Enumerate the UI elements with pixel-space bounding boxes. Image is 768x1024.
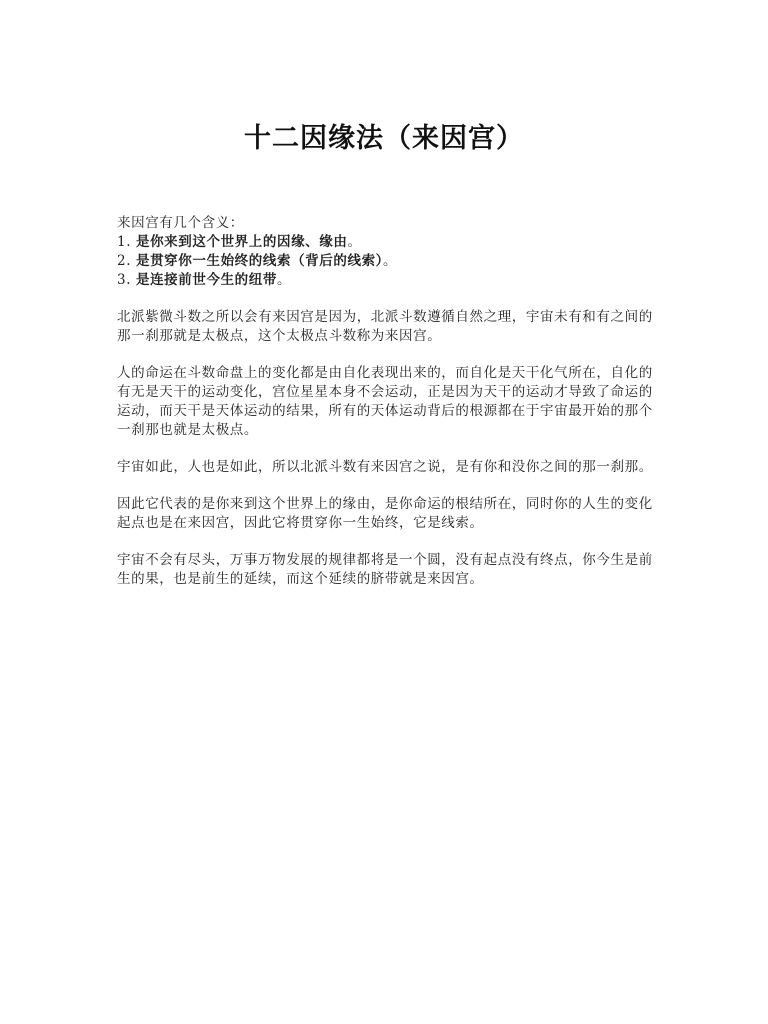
meaning-end: 。: [276, 272, 292, 288]
meaning-item: [117, 252, 657, 271]
paragraph-universe: 宇宙如此，人也是如此，所以北派斗数有来因宫之说，是有你和没你之间的那一刹那。: [117, 459, 653, 475]
meaning-number: 3.: [117, 272, 136, 288]
meaning-end: 。: [383, 253, 398, 269]
meaning-text: 是你来到这个世界上的因缘、缘由: [135, 234, 348, 250]
meaning-end: 。: [347, 234, 362, 250]
paragraph-origin: 因此它代表的是你来到这个世界上的缘由，是你命运的根结所在，同时你的人生的变化起点也是在来因宫，因此它将贯穿你一生始终，它是线索。: [117, 496, 653, 531]
meaning-number: 1.: [117, 234, 136, 250]
meaning-text: 是连接前世今生的纽带: [135, 272, 277, 288]
meaning-item: [117, 233, 657, 252]
paragraph-taiji: 北派紫微斗数之所以会有来因宫是因为，北派斗数遵循自然之理，宇宙未有和有之间的那一刹那就是太极点，这个太极点斗数称为来因宫。: [117, 309, 653, 344]
meaning-item: [117, 271, 657, 290]
meaning-text: 是贯穿你一生始终的线索（背后的线索）: [135, 253, 384, 269]
document-title: 十二因缘法（来因宫）: [244, 123, 524, 154]
paragraph-self-transformation: 人的命运在斗数命盘上的变化都是由自化表现出来的，而自化是天干化气所在，自化的有无是天干的运动变化，宫位星星本身不会运动，正是因为天干的运动才导致了命运的运动，而天干是天体运动的结果，所有的天体运动背后的根源都在于宇宙最开始的那个一刹那也就是太极点。: [117, 365, 653, 438]
document-body: [117, 214, 657, 589]
meaning-number: 2.: [117, 253, 136, 269]
meanings-intro: 来因宫有几个含义：: [117, 215, 244, 231]
paragraph-circle: 宇宙不会有尽头，万事万物发展的规律都将是一个圆，没有起点没有终点，你今生是前生的果，也是前生的延续，而这个延续的脐带就是来因宫。: [117, 552, 653, 587]
meanings-list: [117, 233, 657, 290]
